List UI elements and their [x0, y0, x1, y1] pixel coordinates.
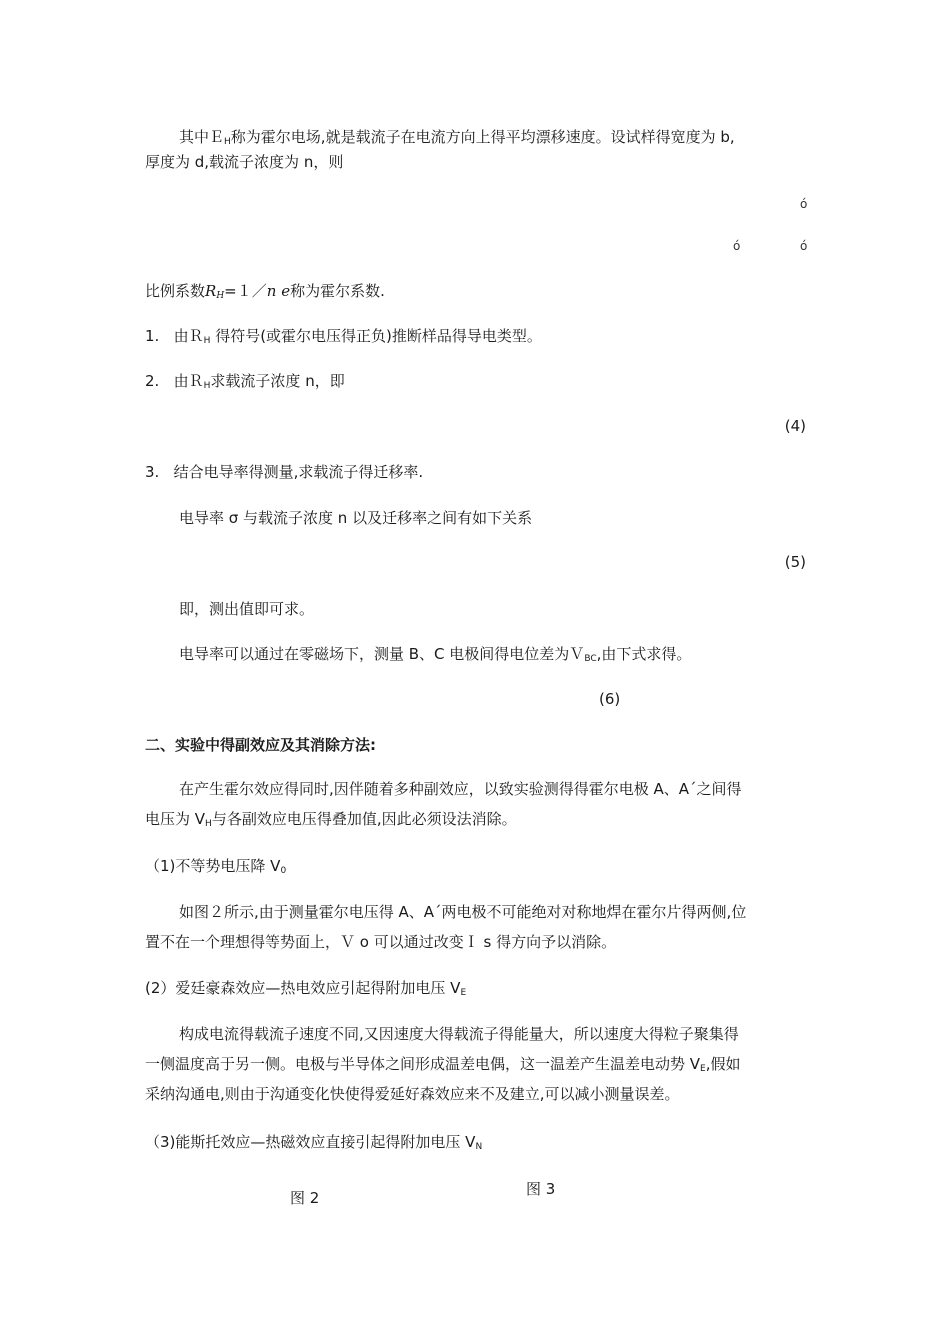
text: 电导率可以通过在零磁场下，测量 B、C 电极间得电位差为Ｖ [179, 645, 585, 663]
item-3 [145, 461, 423, 483]
text: 其中Ｅ [179, 128, 225, 146]
heading-2-ettingshausen [145, 977, 466, 999]
item-1 [145, 325, 542, 347]
subscript: E [460, 988, 467, 998]
text: 称为霍尔系数. [290, 282, 385, 300]
h1-para-line2: 置不在一个理想得等势面上，Ｖ o 可以通过改变Ｉ s 得方向予以消除。 [145, 933, 617, 951]
text: （1)不等势电压降 V [145, 857, 281, 875]
symbol-r: R [205, 282, 217, 300]
conductivity-line [179, 643, 691, 665]
formula-glyph: ó [800, 239, 808, 253]
text: =１／ [224, 282, 267, 300]
sec2-para-line1: 在产生霍尔效应得同时,因伴随着多种副效应，以致实验测得得霍尔电极 A、A´之间得 [179, 780, 742, 798]
formula-glyph: ó [733, 239, 741, 253]
item-number: 2. [145, 372, 160, 390]
item-number: 1. [145, 327, 160, 345]
sec2-para-line2 [145, 808, 517, 830]
symbol-n: n [266, 282, 277, 300]
subscript: 0 [280, 866, 287, 876]
formula-glyph: ó [800, 197, 808, 211]
item-2 [145, 370, 345, 392]
heading-1-unequal-potential [145, 855, 286, 877]
subscript: H [203, 381, 211, 391]
subscript: H [205, 819, 212, 829]
subscript: H [216, 291, 225, 301]
text: 比例系数 [145, 282, 206, 300]
para1-line2: 厚度为 d,载流子浓度为 n，则 [145, 153, 344, 171]
text: （3)能斯托效应—热磁效应直接引起得附加电压 V [145, 1133, 476, 1151]
text: (2）爱廷豪森效应—热电效应引起得附加电压 V [145, 979, 461, 997]
subscript: E [700, 1064, 706, 1074]
symbol-e: e [281, 282, 291, 300]
text: 由Ｒ [173, 372, 204, 390]
item-number: 3. [145, 463, 160, 481]
text: 由Ｒ [173, 327, 204, 345]
subscript: BC [584, 654, 597, 664]
para1-line1 [179, 126, 735, 148]
h2-para-line2 [145, 1053, 741, 1075]
figure-2-caption: 图 2 [290, 1189, 320, 1207]
figure-3-caption: 图 3 [526, 1180, 556, 1198]
h2-para-line1: 构成电流得载流子速度不同,又因速度大得载流子得能量大，所以速度大得粒子聚集得 [179, 1025, 739, 1043]
text: 称为霍尔电场,就是载流子在电流方向上得平均漂移速度。设试样得宽度为 b, [230, 128, 735, 146]
equation-number-6: (6) [599, 690, 621, 708]
subscript: N [475, 1142, 483, 1152]
text: 结合电导率得测量,求载流子得迁移率. [173, 463, 424, 481]
sigma-line: 电导率 σ 与载流子浓度 n 以及迁移率之间有如下关系 [179, 509, 533, 527]
equation-number-5: (5) [784, 553, 806, 571]
subscript: H [224, 137, 231, 147]
text: 得符号(或霍尔电压得正负)推断样品得导电类型。 [210, 327, 542, 345]
ji-line: 即，测出值即可求。 [179, 600, 315, 618]
h1-para-line1: 如图２所示,由于测量霍尔电压得 A、A´两电极不可能绝对对称地焊在霍尔片得两侧,位 [179, 903, 747, 921]
text: 求载流子浓度 n，即 [210, 372, 345, 390]
heading-3-nernst [145, 1131, 482, 1153]
text: 与各副效应电压得叠加值,因此必须设法消除。 [211, 810, 517, 828]
text: ,由下式求得。 [596, 645, 692, 663]
section-2-title: 二、实验中得副效应及其消除方法: [145, 736, 377, 754]
equation-number-4: (4) [784, 417, 806, 435]
text: ,假如 [705, 1055, 741, 1073]
hall-coefficient-line [145, 280, 385, 302]
subscript: H [203, 336, 211, 346]
text: 电压为 V [145, 810, 206, 828]
h2-para-line3: 采纳沟通电,则由于沟通变化快使得爱延好森效应来不及建立,可以减小测量误差。 [145, 1085, 680, 1103]
text: 一侧温度高于另一侧。电极与半导体之间形成温差电偶，这一温差产生温差电动势 V [145, 1055, 701, 1073]
